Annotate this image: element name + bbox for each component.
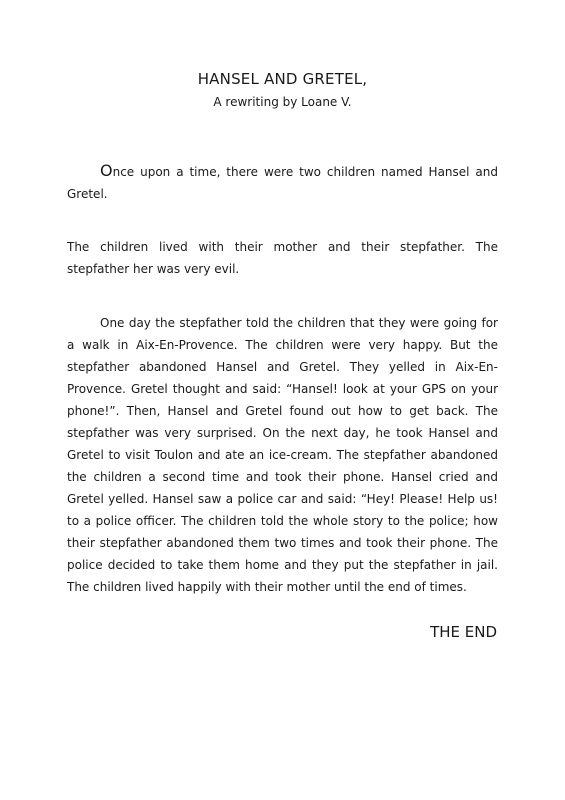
paragraph-story: One day the stepfather told the children that they were going for a walk in Aix-En-Provence. The children were very happy. But the stepfather abandoned Hansel and Gretel. They yelled in Aix-En-Provence. Gretel thought and said: “Hansel! look at your GPS on your phone!”. Then, Hansel and Gretel found out how to get back. The stepfather was very surprised. On the next day, he took Hansel and Gretel to visit Toulon and ate an ice-cream. The stepfather abandoned the children a second time and took their phone. Hansel cried and Gretel yelled. Hansel saw a police car and said: “Hey! Please! Help us! to a police officer. The children told the whole story to the police; how their stepfather abandoned them two times and took their phone. The police decided to take them home and they put the stepfather in jail. The children lived happily with their mother until the end of times. (67, 316, 498, 594)
document-title: HANSEL AND GRETEL, (197, 70, 368, 88)
paragraph-intro-text: nce upon a time, there were two children named Hansel and Gretel. (67, 165, 498, 201)
paragraph-family: The children lived with their mother and their stepfather. The stepfather her was very evil. (67, 240, 498, 276)
closing-the-end: THE END (430, 623, 497, 641)
paragraph-intro (67, 160, 498, 205)
paragraph-intro-initial: O (100, 161, 113, 180)
document-subtitle: A rewriting by Loane V. (213, 95, 352, 109)
